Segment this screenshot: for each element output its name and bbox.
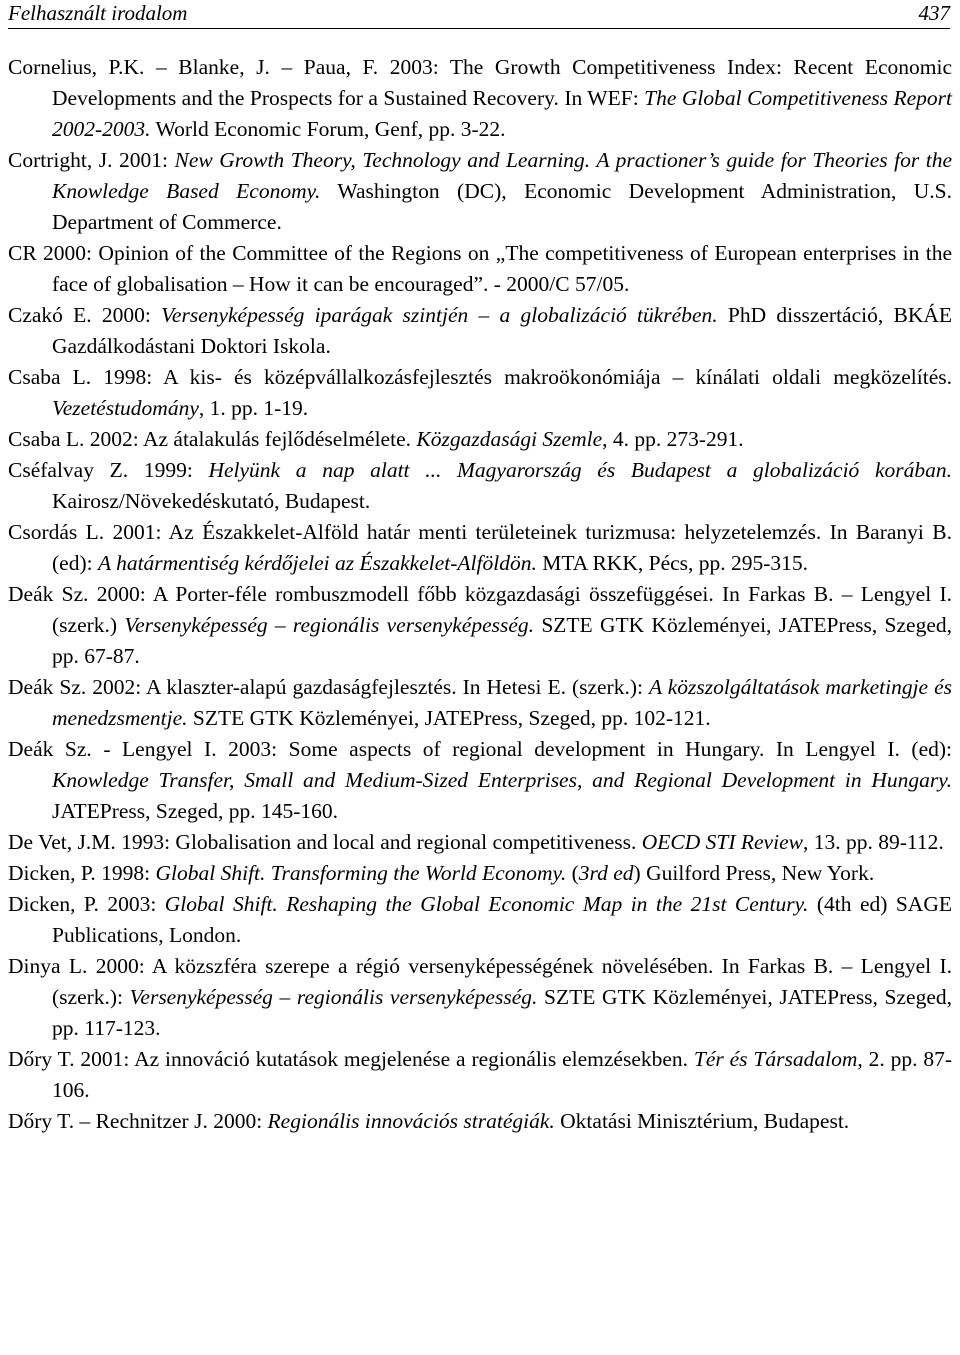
reference-text: SZTE GTK Közleményei, JATEPress, Szeged, pp. 117-123. — [52, 985, 953, 1040]
reference-title-italic: Közgazdasági Szemle — [416, 427, 603, 451]
reference-entry — [8, 951, 952, 1044]
reference-title-italic: 3rd ed — [578, 861, 634, 885]
reference-entry — [8, 827, 952, 858]
reference-entry — [8, 858, 952, 889]
reference-text: Deák Sz. 2002: A klaszter-alapú gazdaságfejlesztés. In Hetesi E. (szerk.): — [8, 675, 649, 699]
reference-text: Czakó E. 2000: — [8, 303, 162, 327]
reference-entry — [8, 889, 952, 951]
reference-text: Deák Sz. - Lengyel I. 2003: Some aspects of regional development in Hungary. In Lengyel I. (ed): — [8, 737, 952, 761]
reference-entry — [8, 424, 952, 455]
reference-title-italic: Vezetéstudomány — [52, 396, 199, 420]
reference-text: Cortright, J. 2001: — [8, 148, 175, 172]
reference-title-italic: Versenyképesség – regionális versenyképesség. — [124, 613, 535, 637]
running-header — [8, 0, 950, 29]
reference-text: Dicken, P. 2003: — [8, 892, 165, 916]
reference-entry — [8, 672, 952, 734]
reference-entry — [8, 455, 952, 517]
reference-text: De Vet, J.M. 1993: Globalisation and local and regional competitiveness. — [8, 830, 642, 854]
reference-entry — [8, 300, 952, 362]
reference-entry — [8, 362, 952, 424]
reference-text: Csaba L. 2002: Az átalakulás fejlődéselmélete. — [8, 427, 417, 451]
reference-text: Cséfalvay Z. 1999: — [8, 458, 209, 482]
reference-title-italic: Knowledge Transfer, Small and Medium-Sized Enterprises, and Regional Development in Hungary. — [52, 768, 952, 792]
reference-text: Dőry T. 2001: Az innováció kutatások megjelenése a regionális elemzésekben. — [8, 1047, 694, 1071]
reference-text: MTA RKK, Pécs, pp. 295-315. — [536, 551, 809, 575]
reference-entry — [8, 579, 952, 672]
reference-text: Dicken, P. 1998: — [8, 861, 156, 885]
reference-text: , 2. pp. 87-106. — [52, 1047, 952, 1102]
reference-title-italic: Versenyképesség iparágak szintjén – a globalizáció tükrében. — [161, 303, 718, 327]
reference-text: SZTE GTK Közleményei, JATEPress, Szeged, pp. 102-121. — [187, 706, 711, 730]
reference-text: , 13. pp. 89-112. — [802, 830, 944, 854]
reference-text: World Economic Forum, Genf, pp. 3-22. — [150, 117, 506, 141]
reference-text: JATEPress, Szeged, pp. 145-160. — [52, 799, 339, 823]
reference-text: SZTE GTK Közleményei, JATEPress, Szeged, pp. 67-87. — [52, 613, 952, 668]
reference-text: Kairosz/Növekedéskutató, Budapest. — [52, 489, 371, 513]
reference-text: , 1. pp. 1-19. — [198, 396, 309, 420]
reference-title-italic: A közszolgáltatások marketingje és menedzsmentje. — [52, 675, 952, 730]
reference-text: CR 2000: Opinion of the Committee of the Regions on „The competitiveness of European enterprises in the face of globalisation – How it can be encouraged”. - 2000/C 57/05. — [8, 241, 952, 296]
reference-text: Oktatási Minisztérium, Budapest. — [554, 1109, 850, 1133]
reference-entry — [8, 238, 952, 300]
reference-title-italic: OECD STI Review — [641, 830, 803, 854]
reference-title-italic: Versenyképesség – regionális versenyképesség. — [129, 985, 538, 1009]
reference-title-italic: Global Shift. Transforming the World Economy. — [155, 861, 567, 885]
reference-entry — [8, 52, 952, 145]
reference-title-italic: Global Shift. Reshaping the Global Economic Map in the 21st Century. — [164, 892, 809, 916]
reference-text: PhD disszertáció, BKÁE Gazdálkodástani Doktori Iskola. — [52, 303, 952, 358]
reference-text: Csaba L. 1998: A kis- és középvállalkozásfejlesztés makroökonómiája – kínálati oldali megközelítés. — [8, 365, 952, 389]
reference-title-italic: Tér és Társadalom — [693, 1047, 858, 1071]
reference-title-italic: Regionális innovációs stratégiák. — [267, 1109, 555, 1133]
reference-text: Cornelius, P.K. – Blanke, J. – Paua, F. 2003: The Growth Competitiveness Index: Recent Economic Developments and the Prospects for a Sustained Recovery. In WEF: — [8, 55, 952, 110]
reference-text: Deák Sz. 2000: A Porter-féle rombuszmodell főbb közgazdasági összefüggései. In Farkas B. – Lengyel I. (szerk.) — [8, 582, 952, 637]
page-number: 437 — [918, 1, 950, 25]
reference-list — [8, 52, 952, 1137]
reference-text: ) Guilford Press, New York. — [633, 861, 875, 885]
reference-text: Dinya L. 2000: A közszféra szerepe a régió versenyképességének növelésében. In Farkas B. – Lengyel I. (szerk.): — [8, 954, 952, 1009]
reference-title-italic: The Global Competitiveness Report 2002-2003. — [52, 86, 952, 141]
reference-title-italic: A határmentiség kérdőjelei az Északkelet-Alföldön. — [97, 551, 537, 575]
reference-text: , 4. pp. 273-291. — [602, 427, 744, 451]
reference-entry — [8, 1044, 952, 1106]
reference-text: Washington (DC), Economic Development Administration, U.S. Department of Commerce. — [52, 179, 953, 234]
reference-entry — [8, 734, 952, 827]
reference-text: ( — [566, 861, 579, 885]
reference-entry — [8, 1106, 952, 1137]
reference-entry — [8, 517, 952, 579]
reference-title-italic: Helyünk a nap alatt ... Magyarország és Budapest a globalizáció korában. — [208, 458, 952, 482]
reference-title-italic: New Growth Theory, Technology and Learning. A practioner’s guide for Theories for the Knowledge Based Economy. — [52, 148, 953, 203]
reference-entry — [8, 145, 952, 238]
reference-text: Dőry T. – Rechnitzer J. 2000: — [8, 1109, 268, 1133]
reference-text: Csordás L. 2001: Az Északkelet-Alföld határ menti területeinek turizmusa: helyzetelemzés. In Baranyi B. (ed): — [8, 520, 952, 575]
reference-text: (4th ed) SAGE Publications, London. — [52, 892, 952, 947]
section-title: Felhasznált irodalom — [8, 1, 188, 25]
